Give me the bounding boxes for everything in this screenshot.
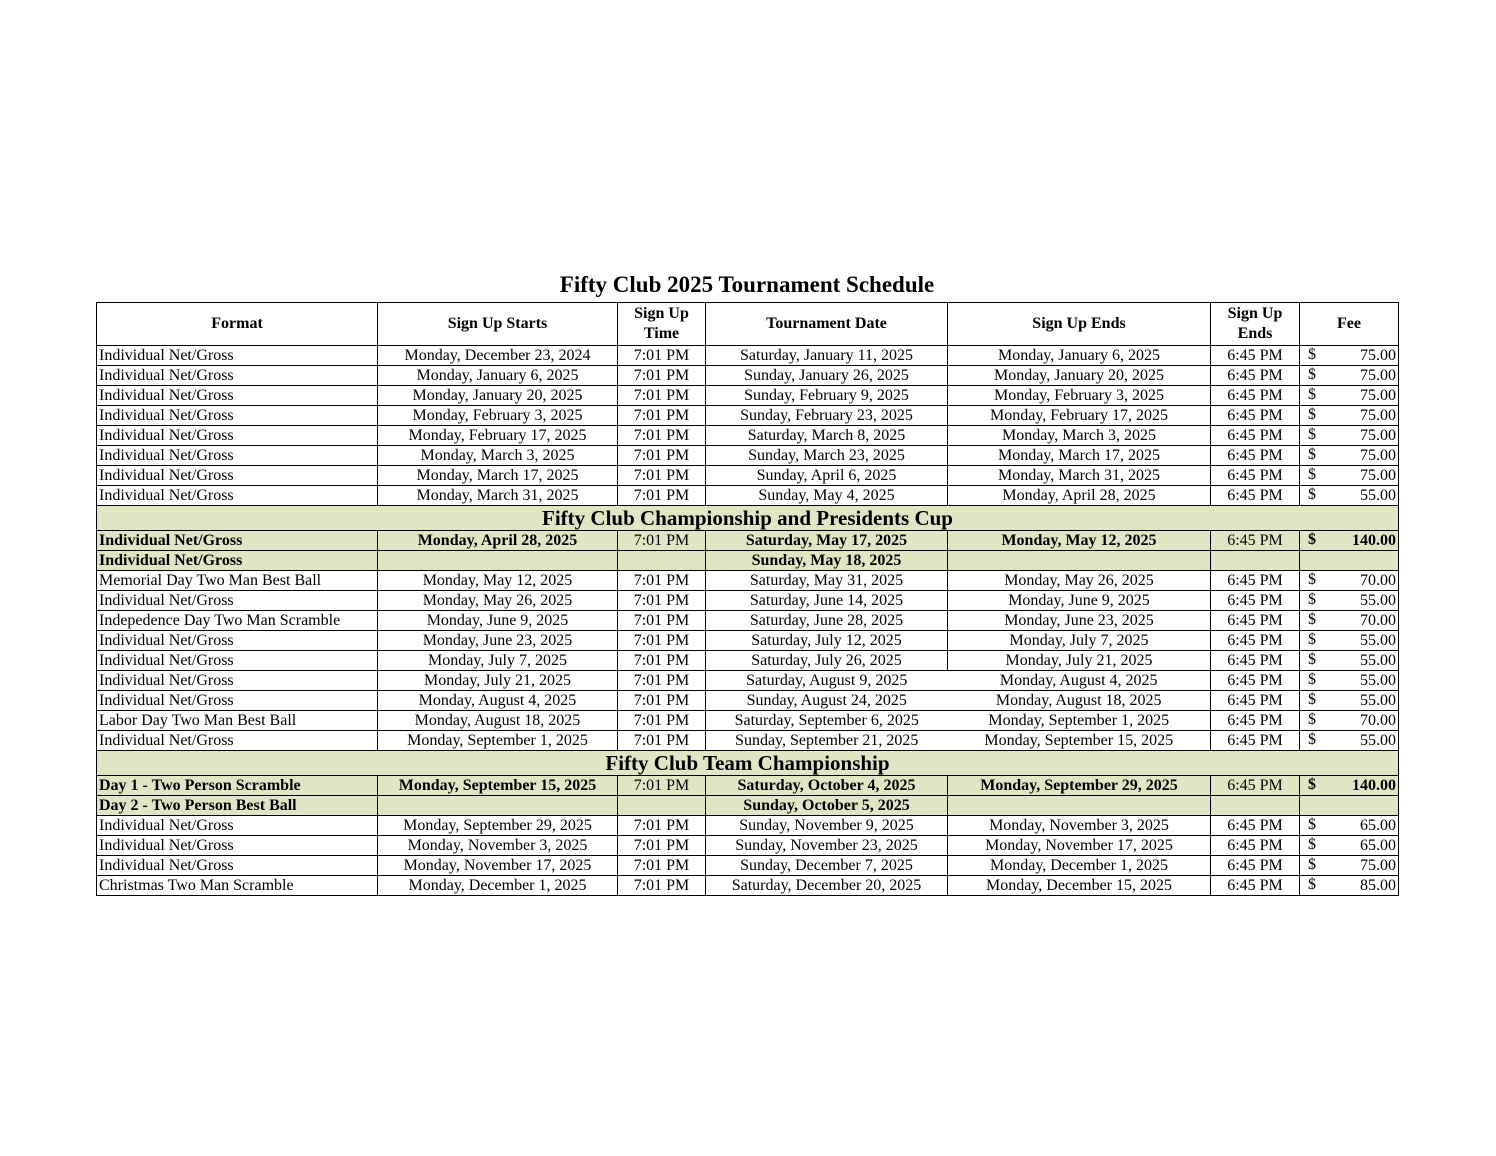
signup-starts-cell: Monday, September 1, 2025 — [378, 731, 618, 751]
signup-starts-cell: Monday, May 12, 2025 — [378, 571, 618, 591]
signup-ends-time-cell: 6:45 PM — [1211, 611, 1300, 631]
fee-cell — [1300, 611, 1399, 631]
signup-ends-cell: Monday, May 26, 2025 — [948, 571, 1211, 591]
table-row — [97, 776, 1399, 796]
table-row — [97, 486, 1399, 506]
signup-starts-cell: Monday, December 23, 2024 — [378, 346, 618, 366]
fee-cell — [1300, 486, 1399, 506]
fee-amount: 140.00 — [1352, 531, 1396, 549]
fee-amount: 75.00 — [1360, 386, 1396, 404]
format-cell: Individual Net/Gross — [97, 346, 378, 366]
format-cell: Individual Net/Gross — [97, 551, 378, 571]
signup-starts-cell: Monday, January 6, 2025 — [378, 366, 618, 386]
signup-ends-time-cell: 6:45 PM — [1211, 776, 1300, 796]
fee-amount: 55.00 — [1360, 591, 1396, 609]
signup-starts-cell: Monday, February 3, 2025 — [378, 406, 618, 426]
format-cell: Individual Net/Gross — [97, 386, 378, 406]
currency-symbol: $ — [1308, 651, 1316, 668]
signup-time-cell: 7:01 PM — [618, 446, 706, 466]
signup-ends-time-cell — [1211, 796, 1300, 816]
fee-cell — [1300, 651, 1399, 671]
currency-symbol: $ — [1308, 611, 1316, 628]
fee-amount: 75.00 — [1360, 446, 1396, 464]
signup-starts-cell: Monday, August 18, 2025 — [378, 711, 618, 731]
table-row — [97, 796, 1399, 816]
tournament-date-cell: Saturday, October 4, 2025 — [706, 776, 948, 796]
format-cell: Individual Net/Gross — [97, 446, 378, 466]
signup-starts-cell: Monday, June 23, 2025 — [378, 631, 618, 651]
fee-amount: 70.00 — [1360, 711, 1396, 729]
signup-ends-cell: Monday, September 15, 2025 — [948, 731, 1211, 751]
tournament-date-cell: Sunday, April 6, 2025 — [706, 466, 948, 486]
table-row — [97, 691, 1399, 711]
header-format: Format — [97, 303, 378, 346]
currency-symbol: $ — [1308, 406, 1316, 423]
signup-ends-cell: Monday, September 29, 2025 — [948, 776, 1211, 796]
format-cell: Individual Net/Gross — [97, 406, 378, 426]
fee-cell — [1300, 776, 1399, 796]
table-row — [97, 446, 1399, 466]
signup-starts-cell: Monday, November 17, 2025 — [378, 856, 618, 876]
tournament-date-cell: Sunday, September 21, 2025 — [706, 731, 948, 751]
header-tournament-date: Tournament Date — [706, 303, 948, 346]
table-row — [97, 346, 1399, 366]
header-signup-ends-time: Sign Up Ends — [1211, 303, 1300, 346]
fee-amount: 65.00 — [1360, 836, 1396, 854]
format-cell: Individual Net/Gross — [97, 691, 378, 711]
signup-ends-cell: Monday, April 28, 2025 — [948, 486, 1211, 506]
fee-amount: 70.00 — [1360, 611, 1396, 629]
signup-ends-time-cell: 6:45 PM — [1211, 631, 1300, 651]
signup-time-cell: 7:01 PM — [618, 816, 706, 836]
currency-symbol: $ — [1308, 671, 1316, 688]
signup-ends-time-cell: 6:45 PM — [1211, 816, 1300, 836]
signup-starts-cell: Monday, January 20, 2025 — [378, 386, 618, 406]
table-row — [97, 406, 1399, 426]
signup-starts-cell: Monday, May 26, 2025 — [378, 591, 618, 611]
signup-ends-cell: Monday, November 3, 2025 — [948, 816, 1211, 836]
currency-symbol: $ — [1308, 691, 1316, 708]
signup-time-cell: 7:01 PM — [618, 571, 706, 591]
format-cell: Individual Net/Gross — [97, 426, 378, 446]
signup-ends-cell: Monday, December 15, 2025 — [948, 876, 1211, 896]
fee-cell — [1300, 551, 1399, 571]
signup-time-cell: 7:01 PM — [618, 651, 706, 671]
signup-ends-time-cell: 6:45 PM — [1211, 466, 1300, 486]
signup-ends-time-cell: 6:45 PM — [1211, 651, 1300, 671]
signup-time-cell: 7:01 PM — [618, 531, 706, 551]
currency-symbol: $ — [1308, 531, 1316, 548]
signup-time-cell: 7:01 PM — [618, 486, 706, 506]
signup-ends-time-cell: 6:45 PM — [1211, 486, 1300, 506]
currency-symbol: $ — [1308, 856, 1316, 873]
fee-amount: 55.00 — [1360, 486, 1396, 504]
currency-symbol: $ — [1308, 446, 1316, 463]
fee-cell — [1300, 386, 1399, 406]
signup-ends-time-cell: 6:45 PM — [1211, 426, 1300, 446]
table-row — [97, 876, 1399, 896]
table-row — [97, 671, 1399, 691]
signup-ends-time-cell: 6:45 PM — [1211, 856, 1300, 876]
signup-ends-time-cell: 6:45 PM — [1211, 876, 1300, 896]
header-fee: Fee — [1300, 303, 1399, 346]
tournament-date-cell: Saturday, August 9, 2025 — [706, 671, 948, 691]
signup-ends-cell: Monday, June 23, 2025 — [948, 611, 1211, 631]
fee-amount: 55.00 — [1360, 691, 1396, 709]
tournament-date-cell: Sunday, May 18, 2025 — [706, 551, 948, 571]
tournament-date-cell: Saturday, January 11, 2025 — [706, 346, 948, 366]
format-cell: Day 2 - Two Person Best Ball — [97, 796, 378, 816]
fee-cell — [1300, 876, 1399, 896]
format-cell: Individual Net/Gross — [97, 631, 378, 651]
format-cell: Day 1 - Two Person Scramble — [97, 776, 378, 796]
signup-starts-cell: Monday, September 15, 2025 — [378, 776, 618, 796]
format-cell: Christmas Two Man Scramble — [97, 876, 378, 896]
currency-symbol: $ — [1308, 631, 1316, 648]
fee-cell — [1300, 836, 1399, 856]
signup-ends-cell: Monday, January 6, 2025 — [948, 346, 1211, 366]
format-cell: Individual Net/Gross — [97, 591, 378, 611]
currency-symbol: $ — [1308, 876, 1316, 893]
fee-cell — [1300, 796, 1399, 816]
tournament-date-cell: Saturday, December 20, 2025 — [706, 876, 948, 896]
signup-time-cell: 7:01 PM — [618, 426, 706, 446]
fee-cell — [1300, 631, 1399, 651]
signup-ends-cell: Monday, March 31, 2025 — [948, 466, 1211, 486]
signup-starts-cell: Monday, August 4, 2025 — [378, 691, 618, 711]
signup-time-cell: 7:01 PM — [618, 366, 706, 386]
signup-ends-cell — [948, 796, 1211, 816]
fee-cell — [1300, 531, 1399, 551]
table-row — [97, 836, 1399, 856]
table-row — [97, 816, 1399, 836]
header-signup-time: Sign Up Time — [618, 303, 706, 346]
signup-ends-cell: Monday, September 1, 2025 — [948, 711, 1211, 731]
signup-ends-cell: Monday, July 7, 2025 — [948, 631, 1211, 651]
fee-cell — [1300, 346, 1399, 366]
fee-amount: 65.00 — [1360, 816, 1396, 834]
currency-symbol: $ — [1308, 816, 1316, 833]
signup-ends-time-cell: 6:45 PM — [1211, 591, 1300, 611]
currency-symbol: $ — [1308, 591, 1316, 608]
tournament-date-cell: Sunday, November 23, 2025 — [706, 836, 948, 856]
header-row — [97, 303, 1399, 346]
table-row — [97, 731, 1399, 751]
signup-time-cell: 7:01 PM — [618, 406, 706, 426]
signup-ends-cell: Monday, July 21, 2025 — [948, 651, 1211, 671]
table-row — [97, 611, 1399, 631]
format-cell: Individual Net/Gross — [97, 856, 378, 876]
tournament-date-cell: Sunday, January 26, 2025 — [706, 366, 948, 386]
section-header-row — [97, 506, 1399, 531]
fee-amount: 140.00 — [1352, 776, 1396, 794]
fee-cell — [1300, 426, 1399, 446]
signup-starts-cell: Monday, September 29, 2025 — [378, 816, 618, 836]
signup-ends-time-cell: 6:45 PM — [1211, 691, 1300, 711]
signup-ends-cell: Monday, August 18, 2025 — [948, 691, 1211, 711]
tournament-date-cell: Sunday, October 5, 2025 — [706, 796, 948, 816]
tournament-date-cell: Sunday, December 7, 2025 — [706, 856, 948, 876]
signup-ends-time-cell: 6:45 PM — [1211, 836, 1300, 856]
fee-amount: 75.00 — [1360, 346, 1396, 364]
currency-symbol: $ — [1308, 426, 1316, 443]
fee-cell — [1300, 446, 1399, 466]
header-signup-starts: Sign Up Starts — [378, 303, 618, 346]
tournament-date-cell: Saturday, June 14, 2025 — [706, 591, 948, 611]
format-cell: Individual Net/Gross — [97, 466, 378, 486]
signup-ends-time-cell: 6:45 PM — [1211, 571, 1300, 591]
signup-starts-cell: Monday, March 17, 2025 — [378, 466, 618, 486]
signup-ends-time-cell: 6:45 PM — [1211, 731, 1300, 751]
format-cell: Individual Net/Gross — [97, 816, 378, 836]
format-cell: Indepedence Day Two Man Scramble — [97, 611, 378, 631]
fee-cell — [1300, 816, 1399, 836]
table-row — [97, 531, 1399, 551]
signup-time-cell: 7:01 PM — [618, 386, 706, 406]
currency-symbol: $ — [1308, 731, 1316, 748]
tournament-date-cell: Saturday, June 28, 2025 — [706, 611, 948, 631]
signup-time-cell — [618, 796, 706, 816]
fee-amount: 55.00 — [1360, 671, 1396, 689]
tournament-date-cell: Saturday, September 6, 2025 — [706, 711, 948, 731]
signup-ends-cell: Monday, December 1, 2025 — [948, 856, 1211, 876]
signup-starts-cell: Monday, November 3, 2025 — [378, 836, 618, 856]
signup-time-cell: 7:01 PM — [618, 631, 706, 651]
signup-time-cell: 7:01 PM — [618, 711, 706, 731]
currency-symbol: $ — [1308, 571, 1316, 588]
fee-amount: 75.00 — [1360, 856, 1396, 874]
signup-time-cell: 7:01 PM — [618, 346, 706, 366]
tournament-date-cell: Sunday, February 23, 2025 — [706, 406, 948, 426]
signup-ends-cell: Monday, March 17, 2025 — [948, 446, 1211, 466]
fee-cell — [1300, 591, 1399, 611]
fee-amount: 75.00 — [1360, 366, 1396, 384]
currency-symbol: $ — [1308, 466, 1316, 483]
tournament-schedule-table — [96, 302, 1399, 896]
signup-starts-cell: Monday, July 21, 2025 — [378, 671, 618, 691]
fee-cell — [1300, 466, 1399, 486]
format-cell: Individual Net/Gross — [97, 366, 378, 386]
currency-symbol: $ — [1308, 836, 1316, 853]
signup-time-cell — [618, 551, 706, 571]
tournament-date-cell: Saturday, March 8, 2025 — [706, 426, 948, 446]
section-title: Fifty Club Team Championship — [97, 751, 1399, 776]
signup-starts-cell: Monday, April 28, 2025 — [378, 531, 618, 551]
currency-symbol: $ — [1308, 486, 1316, 503]
signup-ends-cell: Monday, February 17, 2025 — [948, 406, 1211, 426]
currency-symbol: $ — [1308, 366, 1316, 383]
signup-ends-time-cell: 6:45 PM — [1211, 711, 1300, 731]
table-row — [97, 856, 1399, 876]
signup-ends-cell: Monday, June 9, 2025 — [948, 591, 1211, 611]
signup-ends-cell: Monday, August 4, 2025 — [948, 671, 1211, 691]
table-row — [97, 651, 1399, 671]
format-cell: Individual Net/Gross — [97, 836, 378, 856]
tournament-date-cell: Sunday, August 24, 2025 — [706, 691, 948, 711]
table-row — [97, 386, 1399, 406]
fee-cell — [1300, 711, 1399, 731]
table-row — [97, 711, 1399, 731]
table-row — [97, 571, 1399, 591]
signup-ends-cell: Monday, May 12, 2025 — [948, 531, 1211, 551]
signup-time-cell: 7:01 PM — [618, 691, 706, 711]
signup-time-cell: 7:01 PM — [618, 731, 706, 751]
format-cell: Memorial Day Two Man Best Ball — [97, 571, 378, 591]
tournament-date-cell: Sunday, November 9, 2025 — [706, 816, 948, 836]
signup-time-cell: 7:01 PM — [618, 611, 706, 631]
table-row — [97, 551, 1399, 571]
fee-amount: 85.00 — [1360, 876, 1396, 894]
signup-ends-cell: Monday, November 17, 2025 — [948, 836, 1211, 856]
signup-ends-cell: Monday, February 3, 2025 — [948, 386, 1211, 406]
format-cell: Individual Net/Gross — [97, 731, 378, 751]
signup-ends-time-cell: 6:45 PM — [1211, 346, 1300, 366]
fee-cell — [1300, 691, 1399, 711]
signup-ends-time-cell: 6:45 PM — [1211, 406, 1300, 426]
signup-starts-cell — [378, 551, 618, 571]
fee-amount: 75.00 — [1360, 426, 1396, 444]
currency-symbol: $ — [1308, 386, 1316, 403]
signup-starts-cell: Monday, March 31, 2025 — [378, 486, 618, 506]
fee-amount: 75.00 — [1360, 466, 1396, 484]
fee-cell — [1300, 856, 1399, 876]
tournament-date-cell: Saturday, July 12, 2025 — [706, 631, 948, 651]
signup-ends-cell — [948, 551, 1211, 571]
signup-ends-time-cell: 6:45 PM — [1211, 446, 1300, 466]
format-cell: Individual Net/Gross — [97, 671, 378, 691]
signup-starts-cell: Monday, December 1, 2025 — [378, 876, 618, 896]
fee-cell — [1300, 731, 1399, 751]
tournament-date-cell: Sunday, March 23, 2025 — [706, 446, 948, 466]
fee-cell — [1300, 366, 1399, 386]
table-row — [97, 366, 1399, 386]
tournament-date-cell: Saturday, July 26, 2025 — [706, 651, 948, 671]
signup-ends-time-cell: 6:45 PM — [1211, 386, 1300, 406]
fee-cell — [1300, 406, 1399, 426]
format-cell: Individual Net/Gross — [97, 486, 378, 506]
signup-starts-cell: Monday, February 17, 2025 — [378, 426, 618, 446]
tournament-date-cell: Saturday, May 17, 2025 — [706, 531, 948, 551]
signup-time-cell: 7:01 PM — [618, 856, 706, 876]
signup-time-cell: 7:01 PM — [618, 591, 706, 611]
currency-symbol: $ — [1308, 776, 1316, 793]
signup-starts-cell: Monday, March 3, 2025 — [378, 446, 618, 466]
format-cell: Labor Day Two Man Best Ball — [97, 711, 378, 731]
currency-symbol: $ — [1308, 711, 1316, 728]
fee-amount: 75.00 — [1360, 406, 1396, 424]
signup-time-cell: 7:01 PM — [618, 836, 706, 856]
signup-starts-cell: Monday, July 7, 2025 — [378, 651, 618, 671]
format-cell: Individual Net/Gross — [97, 531, 378, 551]
tournament-date-cell: Saturday, May 31, 2025 — [706, 571, 948, 591]
signup-ends-time-cell — [1211, 551, 1300, 571]
table-row — [97, 631, 1399, 651]
section-header-row — [97, 751, 1399, 776]
signup-time-cell: 7:01 PM — [618, 776, 706, 796]
currency-symbol: $ — [1308, 346, 1316, 363]
table-row — [97, 591, 1399, 611]
signup-ends-time-cell: 6:45 PM — [1211, 531, 1300, 551]
table-row — [97, 466, 1399, 486]
page-title: Fifty Club 2025 Tournament Schedule — [559, 272, 935, 297]
signup-time-cell: 7:01 PM — [618, 876, 706, 896]
fee-cell — [1300, 571, 1399, 591]
signup-ends-cell: Monday, March 3, 2025 — [948, 426, 1211, 446]
signup-ends-time-cell: 6:45 PM — [1211, 366, 1300, 386]
signup-starts-cell — [378, 796, 618, 816]
format-cell: Individual Net/Gross — [97, 651, 378, 671]
fee-cell — [1300, 671, 1399, 691]
signup-starts-cell: Monday, June 9, 2025 — [378, 611, 618, 631]
fee-amount: 55.00 — [1360, 731, 1396, 749]
table-row — [97, 426, 1399, 446]
header-signup-ends: Sign Up Ends — [948, 303, 1211, 346]
tournament-date-cell: Sunday, February 9, 2025 — [706, 386, 948, 406]
signup-time-cell: 7:01 PM — [618, 466, 706, 486]
signup-ends-cell: Monday, January 20, 2025 — [948, 366, 1211, 386]
signup-time-cell: 7:01 PM — [618, 671, 706, 691]
section-title: Fifty Club Championship and Presidents Cup — [97, 506, 1399, 531]
fee-amount: 55.00 — [1360, 651, 1396, 669]
fee-amount: 70.00 — [1360, 571, 1396, 589]
signup-ends-time-cell: 6:45 PM — [1211, 671, 1300, 691]
fee-amount: 55.00 — [1360, 631, 1396, 649]
tournament-date-cell: Sunday, May 4, 2025 — [706, 486, 948, 506]
